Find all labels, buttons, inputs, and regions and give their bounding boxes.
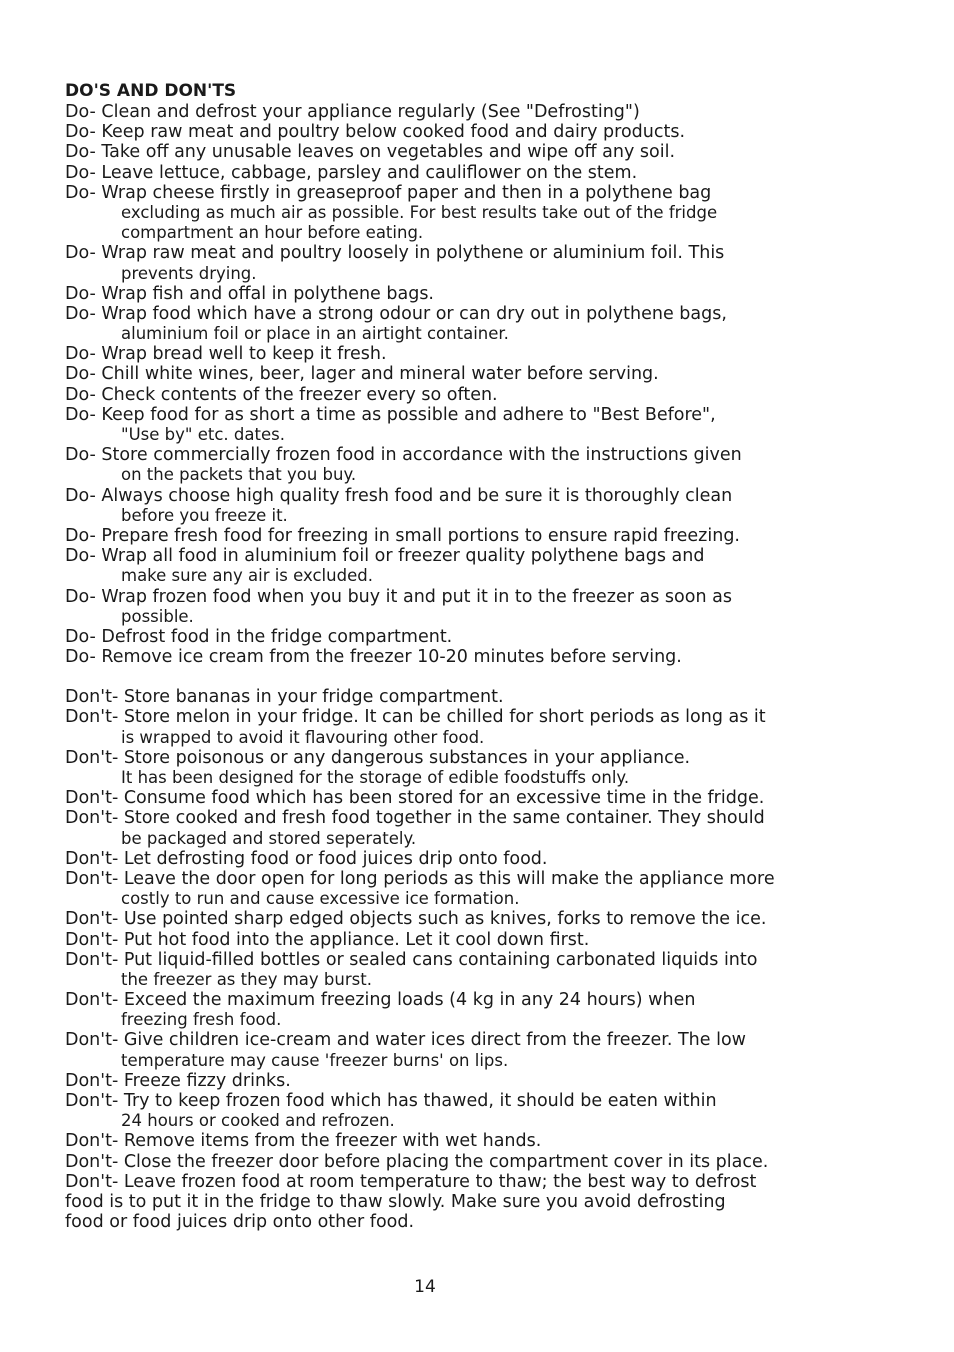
do-item-continuation: "Use by" etc. dates. — [121, 425, 285, 444]
dont-item — [65, 1131, 925, 1151]
dont-item — [65, 869, 925, 909]
do-item — [65, 364, 925, 384]
dont-item — [65, 687, 925, 707]
page-number: 14 — [414, 1277, 436, 1297]
section-heading: DO'S AND DON'TS — [65, 81, 237, 101]
do-item-continuation: on the packets that you buy. — [121, 465, 357, 485]
dont-item-continuation: food or food juices drip onto other food. — [65, 1212, 415, 1233]
do-item-continuation: excluding as much air as possible. For best results take out of the fridge — [121, 202, 718, 222]
dont-item-text: Don't- Store melon in your fridge. It can be chilled for short periods as long as it — [65, 707, 766, 728]
do-item-continuation: make sure any air is excluded. — [121, 566, 373, 586]
do-item — [65, 486, 925, 526]
dont-item — [65, 990, 925, 1030]
dont-item-text: Don't- Store cooked and fresh food together in the same container. They should — [65, 808, 765, 829]
do-item — [65, 587, 925, 627]
dont-item-continuation: It has been designed for the storage of edible foodstuffs only. — [121, 768, 630, 787]
do-item-text: Do- Wrap frozen food when you buy it and put it in to the freezer as soon as — [65, 586, 732, 607]
dont-item — [65, 930, 925, 950]
do-item-continuation: possible. — [121, 606, 194, 626]
do-item — [65, 526, 925, 546]
do-item — [65, 284, 925, 304]
do-item — [65, 304, 925, 344]
do-item-text: Do- Wrap all food in aluminium foil or freezer quality polythene bags and — [65, 546, 705, 567]
do-item-text: Do- Leave lettuce, cabbage, parsley and cauliflower on the stem. — [65, 162, 638, 183]
do-item — [65, 183, 925, 244]
do-item — [65, 142, 925, 162]
dont-item-continuation: costly to run and cause excessive ice formation. — [121, 889, 520, 909]
do-item-text: Do- Wrap food which have a strong odour or can dry out in polythene bags, — [65, 303, 727, 324]
dont-item-continuation: is wrapped to avoid it flavouring other food. — [121, 727, 485, 747]
dont-item-continuation: food is to put it in the fridge to thaw slowly. Make sure you avoid defrosting — [65, 1191, 726, 1212]
do-item-text: Do- Always choose high quality fresh food and be sure it is thoroughly clean — [65, 485, 733, 506]
dont-item — [65, 1091, 925, 1131]
final-lines — [65, 1192, 925, 1232]
dont-item-text: Don't- Close the freezer door before placing the compartment cover in its place. — [65, 1151, 769, 1172]
do-item-text: Do- Wrap fish and offal in polythene bags. — [65, 283, 434, 304]
dont-item-continuation: freezing fresh food. — [121, 1010, 282, 1030]
do-item-text: Do- Prepare fresh food for freezing in small portions to ensure rapid freezing. — [65, 525, 740, 546]
do-item-text: Do- Keep food for as short a time as possible and adhere to "Best Before", — [65, 404, 716, 425]
dont-item-text: Don't- Store poisonous or any dangerous substances in your appliance. — [65, 747, 691, 768]
do-item — [65, 122, 925, 142]
dont-item — [65, 1071, 925, 1091]
do-item-text: Do- Wrap cheese firstly in greaseproof paper and then in a polythene bag — [65, 182, 712, 203]
dos-list — [65, 102, 925, 667]
do-item-text: Do- Defrost food in the fridge compartment. — [65, 626, 453, 647]
dont-item-text: Don't- Give children ice-cream and water ices direct from the freezer. The low — [65, 1030, 746, 1051]
section-gap — [65, 667, 925, 687]
dont-item-continuation: be packaged and stored seperately. — [121, 828, 417, 848]
dont-item — [65, 788, 925, 808]
do-item — [65, 243, 925, 283]
dont-item — [65, 1030, 925, 1070]
dont-item — [65, 1152, 925, 1172]
dont-item-continuation: temperature may cause 'freezer burns' on lips. — [121, 1050, 509, 1070]
do-item — [65, 405, 925, 445]
do-item-text: Do- Store commercially frozen food in accordance with the instructions given — [65, 445, 742, 466]
dont-item-continuation: the freezer as they may burst. — [121, 969, 372, 989]
dont-item — [65, 808, 925, 848]
do-item — [65, 445, 925, 485]
dont-item-continuation: 24 hours or cooked and refrozen. — [121, 1111, 395, 1131]
dont-item — [65, 1172, 925, 1192]
do-item — [65, 102, 925, 122]
dont-item — [65, 748, 925, 788]
dont-item — [65, 849, 925, 869]
dont-item-text: Don't- Leave the door open for long periods as this will make the appliance more — [65, 868, 775, 889]
dont-item — [65, 950, 925, 990]
donts-list — [65, 687, 925, 1192]
do-item — [65, 627, 925, 647]
dont-item-text: Don't- Store bananas in your fridge compartment. — [65, 687, 504, 708]
do-item-continuation: aluminium foil or place in an airtight container. — [121, 324, 509, 344]
do-item-text: Do- Take off any unusable leaves on vegetables and wipe off any soil. — [65, 142, 676, 163]
dont-item-text: Don't- Freeze fizzy drinks. — [65, 1070, 291, 1091]
do-item — [65, 546, 925, 586]
do-item-text: Do- Check contents of the freezer every so often. — [65, 384, 498, 405]
do-item — [65, 344, 925, 364]
do-item-text: Do- Keep raw meat and poultry below cooked food and dairy products. — [65, 122, 686, 143]
dont-item-text: Don't- Try to keep frozen food which has thawed, it should be eaten within — [65, 1091, 717, 1111]
do-item-continuation: compartment an hour before eating. — [121, 223, 424, 243]
do-item-text: Do- Wrap raw meat and poultry loosely in polythene or aluminium foil. This — [65, 243, 725, 264]
dont-item — [65, 909, 925, 929]
dont-item-text: Don't- Put liquid-filled bottles or sealed cans containing carbonated liquids into — [65, 949, 758, 970]
do-item-continuation: prevents drying. — [121, 263, 257, 283]
dont-item-text: Don't- Consume food which has been stored for an excessive time in the fridge. — [65, 788, 765, 809]
dont-item-text: Don't- Put hot food into the appliance. Let it cool down first. — [65, 929, 590, 950]
document-body — [65, 80, 925, 1232]
dont-item-text: Don't- Let defrosting food or food juices drip onto food. — [65, 848, 548, 869]
do-item — [65, 163, 925, 183]
dont-item-text: Don't- Remove items from the freezer with wet hands. — [65, 1131, 542, 1152]
dont-item-text: Don't- Use pointed sharp edged objects such as knives, forks to remove the ice. — [65, 909, 767, 930]
dont-item — [65, 707, 925, 747]
do-item-text: Do- Clean and defrost your appliance regularly (See "Defrosting") — [65, 102, 640, 122]
dont-item-text: Don't- Leave frozen food at room temperature to thaw; the best way to defrost — [65, 1171, 757, 1192]
do-item-continuation: before you freeze it. — [121, 505, 288, 525]
dont-item-text: Don't- Exceed the maximum freezing loads (4 kg in any 24 hours) when — [65, 990, 696, 1011]
do-item — [65, 385, 925, 405]
do-item-text: Do- Wrap bread well to keep it fresh. — [65, 344, 387, 365]
do-item-text: Do- Chill white wines, beer, lager and mineral water before serving. — [65, 364, 659, 385]
do-item-text: Do- Remove ice cream from the freezer 10-20 minutes before serving. — [65, 647, 682, 668]
do-item — [65, 647, 925, 667]
